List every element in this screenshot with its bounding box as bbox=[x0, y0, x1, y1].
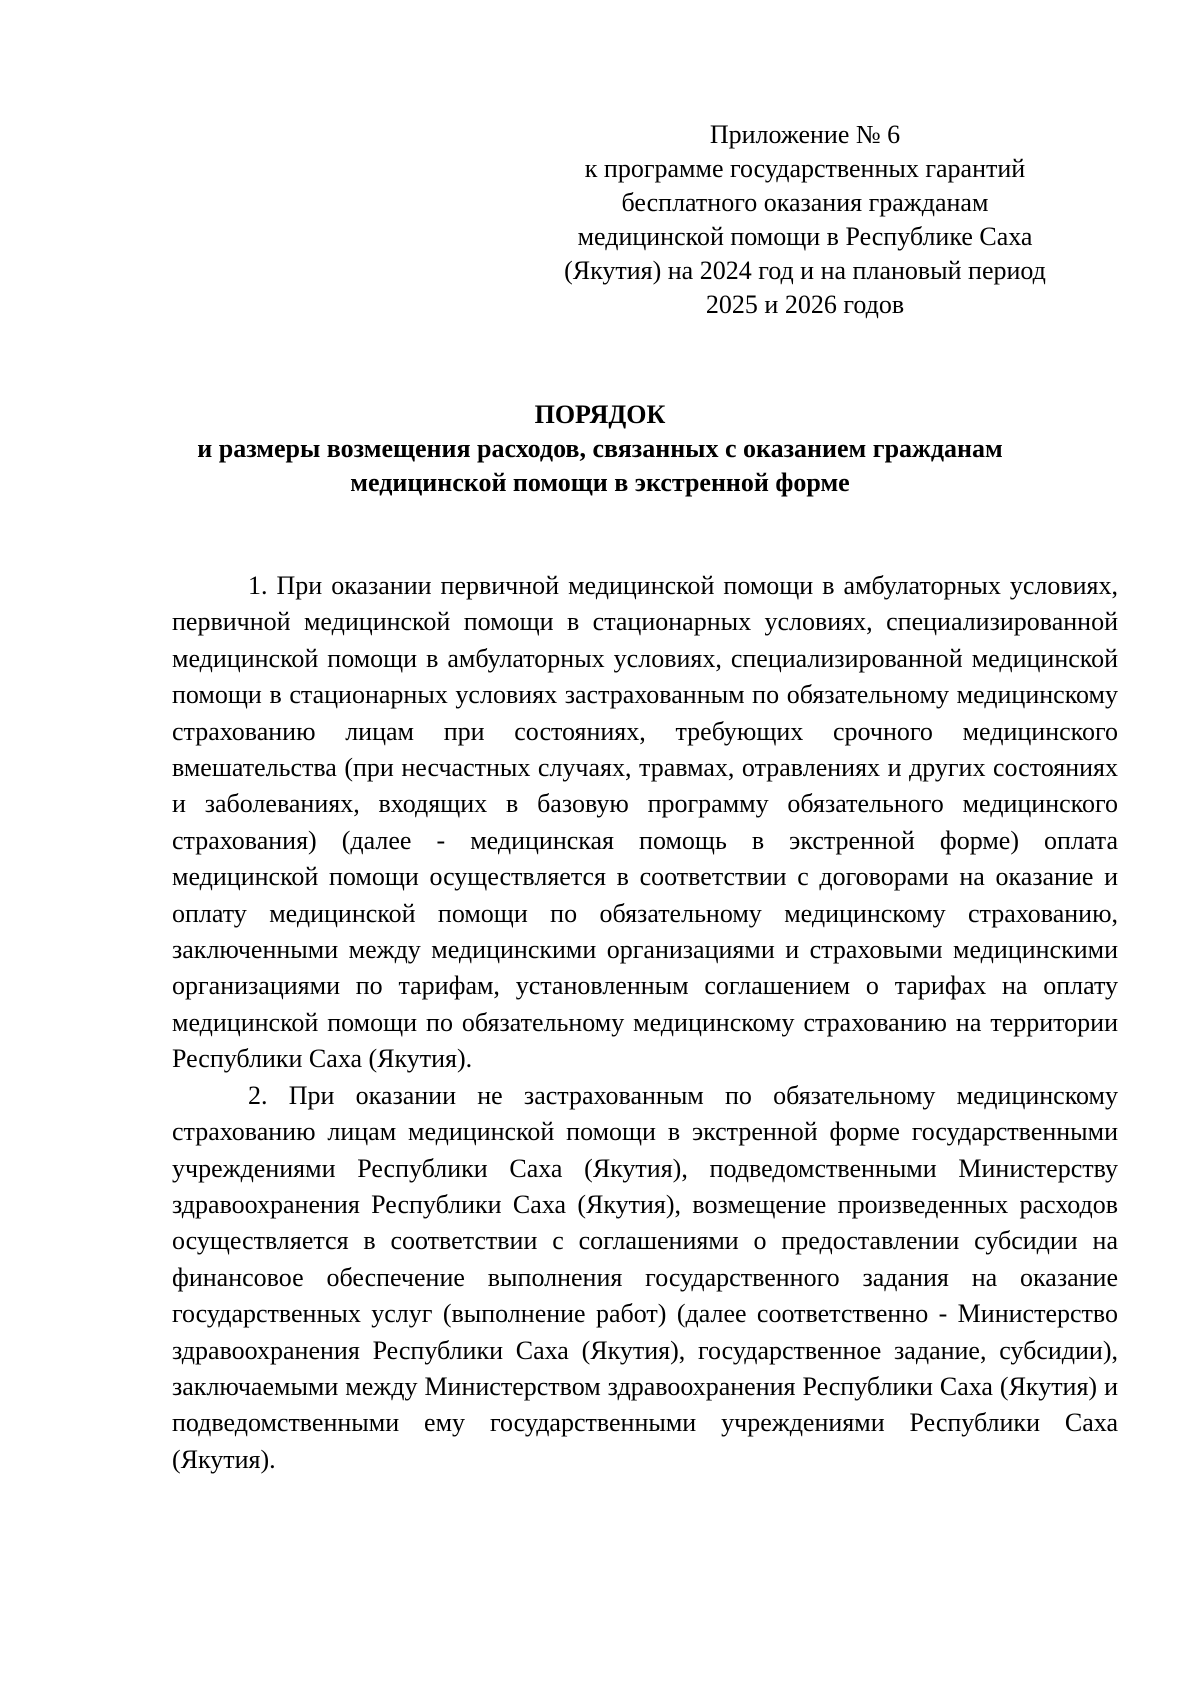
paragraph-2: 2. При оказании не застрахованным по обязательному медицинскому страхованию лицам медицинской помощи в экстренной форме государственными учреждениями Республики Саха (Якутия), подведомственными Министерству здравоохранения Республики Саха (Якутия), возмещение произведенных расходов осуществляется в соответствии с соглашениями о предоставлении субсидии на финансовое обеспечение выполнения государственного задания на оказание государственных услуг (выполнение работ) (далее соответственно - Министерство здравоохранения Республики Саха (Якутия), государственное задание, субсидии), заключаемыми между Министерством здравоохранения Республики Саха (Якутия) и подведомственными ему государственными учреждениями Республики Саха (Якутия). bbox=[172, 1080, 1118, 1474]
document-title bbox=[120, 398, 1080, 500]
appendix-line: 2025 и 2026 годов bbox=[705, 290, 905, 319]
document-body bbox=[172, 568, 1118, 1478]
appendix-line: Приложение № 6 bbox=[709, 120, 901, 149]
title-subtitle-line: медицинской помощи в экстренной форме bbox=[350, 468, 850, 497]
appendix-line: медицинской помощи в Республике Саха bbox=[577, 222, 1033, 251]
appendix-line: (Якутия) на 2024 год и на плановый период bbox=[564, 256, 1046, 285]
paragraph-1: 1. При оказании первичной медицинской помощи в амбулаторных условиях, первичной медицинской помощи в стационарных условиях, специализированной медицинской помощи в амбулаторных условиях, специализированной медицинской помощи в стационарных условиях застрахованным по обязательному медицинскому страхованию лицам при состояниях, требующих срочного медицинского вмешательства (при несчастных случаях, травмах, отравлениях и других состояниях и заболеваниях, входящих в базовую программу обязательного медицинского страхования) (далее - медицинская помощь в экстренной форме) оплата медицинской помощи осуществляется в соответствии с договорами на оказание и оплату медицинской помощи по обязательному медицинскому страхованию, заключенными между медицинскими организациями и страховыми медицинскими организациями по тарифам, установленным соглашением о тарифах на оплату медицинской помощи по обязательному медицинскому страхованию на территории Республики Саха (Якутия). bbox=[172, 571, 1118, 1074]
title-subtitle-line: и размеры возмещения расходов, связанных с оказанием гражданам bbox=[197, 434, 1003, 463]
appendix-header bbox=[540, 118, 1070, 322]
appendix-line: к программе государственных гарантий bbox=[584, 154, 1026, 183]
title-heading: ПОРЯДОК bbox=[534, 400, 666, 429]
appendix-line: бесплатного оказания гражданам bbox=[621, 188, 989, 217]
